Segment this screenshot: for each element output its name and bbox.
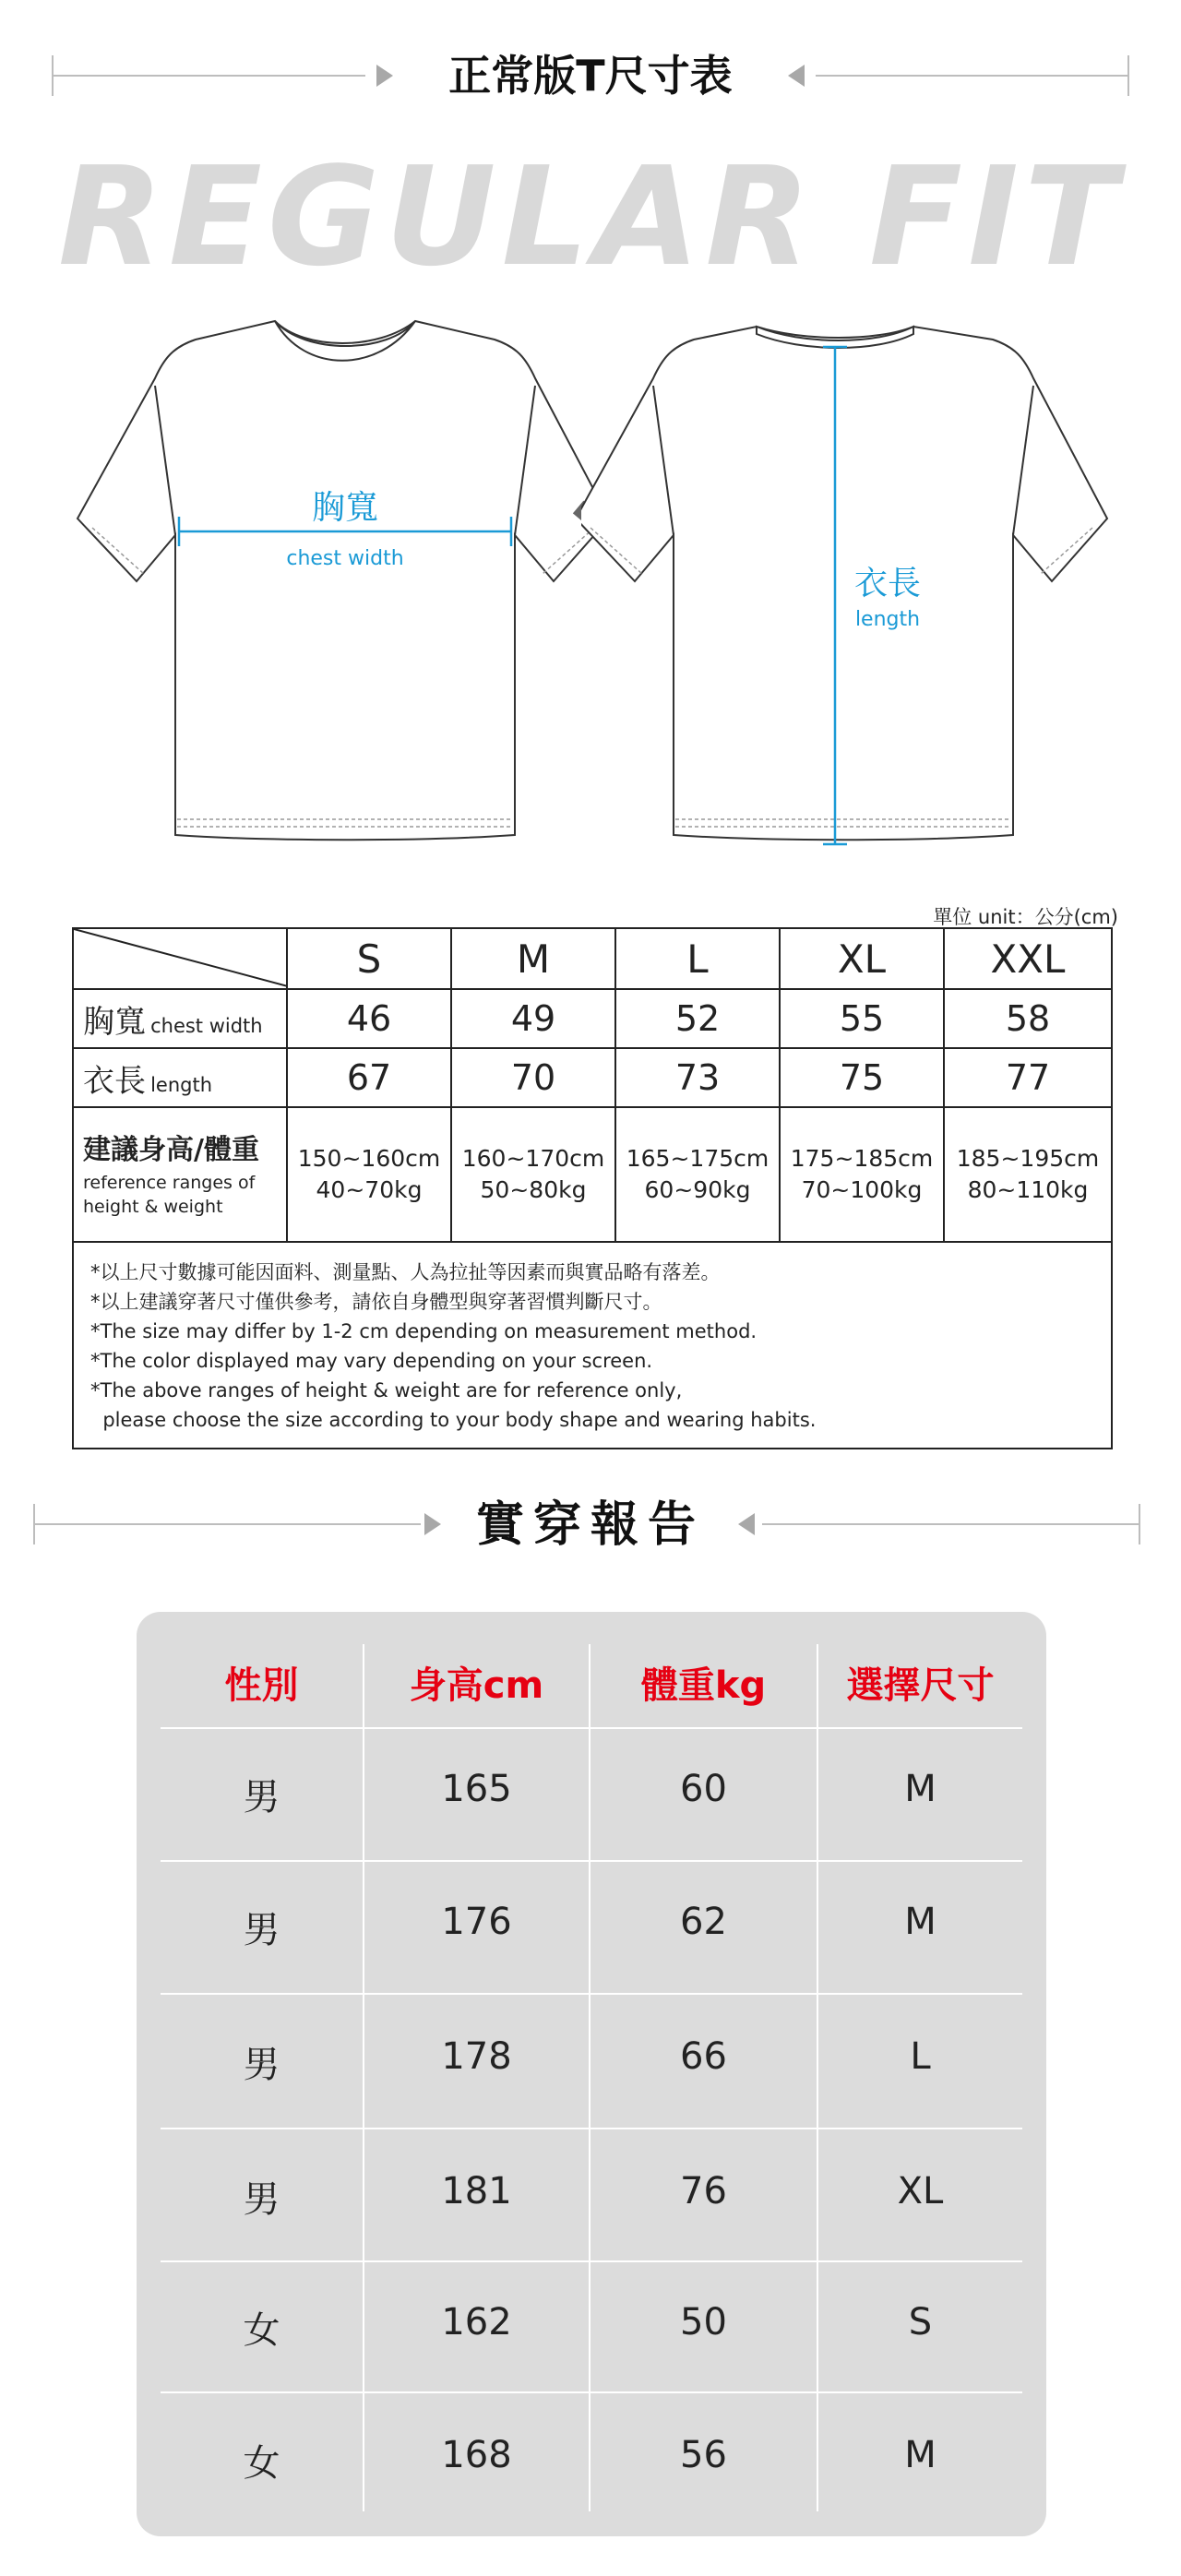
row-divider xyxy=(161,1727,1022,1729)
reference-height-m: 160~170cm xyxy=(461,1145,605,1172)
report-cell-weight: 60 xyxy=(680,1768,727,1810)
corner-cell xyxy=(73,928,287,989)
report-cell-size: M xyxy=(904,1768,936,1810)
row-divider xyxy=(161,2391,1022,2393)
report-header-height: 身高cm xyxy=(409,1664,544,1707)
reference-row-label xyxy=(73,1107,287,1242)
length-row-label-zh: 衣長 xyxy=(83,1062,146,1100)
notes-cell xyxy=(73,1242,1112,1449)
chest-value-xxl: 58 xyxy=(944,989,1112,1048)
reference-cell-xl xyxy=(780,1107,944,1242)
section-title-size-chart: 正常版T尺寸表 xyxy=(448,51,733,101)
report-header-size: 選擇尺寸 xyxy=(846,1664,995,1707)
report-header-gender: 性別 xyxy=(224,1664,299,1707)
size-header-row xyxy=(73,928,1112,989)
header-right-tick xyxy=(1139,1504,1140,1544)
reference-weight-xxl: 80~110kg xyxy=(967,1176,1089,1203)
chest-label-en: chest width xyxy=(286,547,404,570)
header-left-line xyxy=(52,75,365,77)
tshirt-front-diagram xyxy=(55,314,609,858)
reference-weight-xl: 70~100kg xyxy=(801,1176,923,1203)
length-value-xl: 75 xyxy=(780,1048,944,1107)
length-row-label-en: length xyxy=(150,1073,213,1096)
length-value-xxl: 77 xyxy=(944,1048,1112,1107)
chest-value-l: 52 xyxy=(615,989,780,1048)
header-left-arrow-icon xyxy=(424,1513,441,1535)
reference-cell-l xyxy=(615,1107,780,1242)
report-cell-weight: 66 xyxy=(680,2035,727,2078)
reference-cell-xxl xyxy=(944,1107,1112,1242)
row-divider xyxy=(161,2260,1022,2262)
length-label-en: length xyxy=(854,608,921,631)
length-value-m: 70 xyxy=(451,1048,615,1107)
note-line: *以上建議穿著尺寸僅供參考，請依自身體型與穿著習慣判斷尺寸。 xyxy=(90,1291,662,1313)
row-divider xyxy=(161,1860,1022,1862)
report-cell-gender: 男 xyxy=(243,1776,280,1819)
reference-height-s: 150~160cm xyxy=(297,1145,441,1172)
chest-value-s: 46 xyxy=(287,989,451,1048)
tshirt-back-diagram xyxy=(581,314,1135,858)
section-header-fitting-report xyxy=(0,1497,1181,1553)
size-header-xl: XL xyxy=(780,928,944,989)
reference-weight-s: 40~70kg xyxy=(316,1176,423,1203)
chest-row xyxy=(73,989,1112,1048)
header-right-line xyxy=(762,1523,1140,1525)
regular-fit-watermark: REGULAR FIT xyxy=(57,137,1124,296)
chest-label-zh: 胸寬 xyxy=(311,489,379,527)
report-cell-size: L xyxy=(910,2035,931,2078)
report-cell-height: 178 xyxy=(441,2035,512,2078)
row-divider xyxy=(161,2128,1022,2129)
note-line: *The size may differ by 1-2 cm depending on measurement method. xyxy=(90,1320,758,1342)
header-right-tick xyxy=(1127,55,1129,96)
header-left-line xyxy=(33,1523,421,1525)
header-right-arrow-icon xyxy=(738,1513,755,1535)
report-cell-height: 176 xyxy=(441,1901,512,1943)
report-cell-weight: 50 xyxy=(680,2301,727,2343)
report-cell-size: M xyxy=(904,1901,936,1943)
report-cell-gender: 女 xyxy=(243,2309,280,2352)
section-title-fitting-report: 實穿報告 xyxy=(475,1497,705,1553)
reference-height-xxl: 185~195cm xyxy=(956,1145,1100,1172)
report-cell-height: 181 xyxy=(441,2170,512,2212)
size-header-m: M xyxy=(451,928,615,989)
report-cell-weight: 76 xyxy=(680,2170,727,2212)
chest-row-label xyxy=(73,989,287,1048)
reference-weight-m: 50~80kg xyxy=(480,1176,587,1203)
report-cell-gender: 男 xyxy=(243,2178,280,2221)
reference-cell-s xyxy=(287,1107,451,1242)
length-value-s: 67 xyxy=(287,1048,451,1107)
report-cell-gender: 男 xyxy=(243,1909,280,1951)
header-right-line xyxy=(816,75,1129,77)
row-divider xyxy=(161,1993,1022,1995)
reference-label-en-1: reference ranges of xyxy=(83,1173,256,1193)
section-header-size-chart xyxy=(0,51,1181,101)
length-row-label xyxy=(73,1048,287,1107)
reference-cell-m xyxy=(451,1107,615,1242)
size-table xyxy=(72,927,1113,1449)
report-cell-weight: 62 xyxy=(680,1901,727,1943)
report-cell-size: XL xyxy=(897,2170,944,2212)
header-left-arrow-icon xyxy=(376,65,393,87)
report-cell-height: 168 xyxy=(441,2434,512,2476)
report-cell-height: 165 xyxy=(441,1768,512,1810)
reference-label-zh: 建議身高/體重 xyxy=(83,1134,259,1166)
corner-diagonal xyxy=(74,929,288,988)
chest-value-xl: 55 xyxy=(780,989,944,1048)
note-line: *以上尺寸數據可能因面料、測量點、人為拉扯等因素而與實品略有落差。 xyxy=(90,1261,721,1283)
length-label-zh: 衣長 xyxy=(853,565,922,602)
note-line: *The color displayed may vary depending on your screen. xyxy=(90,1350,653,1372)
notes-row xyxy=(73,1242,1112,1449)
size-header-xxl: XXL xyxy=(944,928,1112,989)
report-cell-height: 162 xyxy=(441,2301,512,2343)
unit-label: 單位 unit：公分(cm) xyxy=(933,906,1118,928)
length-row xyxy=(73,1048,1112,1107)
report-cell-size: S xyxy=(908,2301,933,2343)
reference-height-l: 165~175cm xyxy=(626,1145,769,1172)
chest-value-m: 49 xyxy=(451,989,615,1048)
reference-label-en-2: height & weight xyxy=(83,1197,223,1217)
report-cell-gender: 女 xyxy=(243,2442,280,2485)
note-line: *The above ranges of height & weight are for reference only, xyxy=(90,1379,683,1401)
reference-height-xl: 175~185cm xyxy=(790,1145,934,1172)
note-line: please choose the size according to your body shape and wearing habits. xyxy=(90,1409,817,1431)
report-cell-size: M xyxy=(904,2434,936,2476)
chest-row-label-zh: 胸寬 xyxy=(83,1003,146,1041)
reference-weight-l: 60~90kg xyxy=(644,1176,751,1203)
reference-row xyxy=(73,1107,1112,1242)
length-value-l: 73 xyxy=(615,1048,780,1107)
report-cell-gender: 男 xyxy=(243,2044,280,2086)
back-body-outline xyxy=(581,327,1107,840)
report-header-weight: 體重kg xyxy=(640,1664,767,1707)
size-header-s: S xyxy=(287,928,451,989)
size-header-l: L xyxy=(615,928,780,989)
chest-row-label-en: chest width xyxy=(150,1014,263,1037)
report-cell-weight: 56 xyxy=(680,2434,727,2476)
header-right-arrow-icon xyxy=(788,65,805,87)
